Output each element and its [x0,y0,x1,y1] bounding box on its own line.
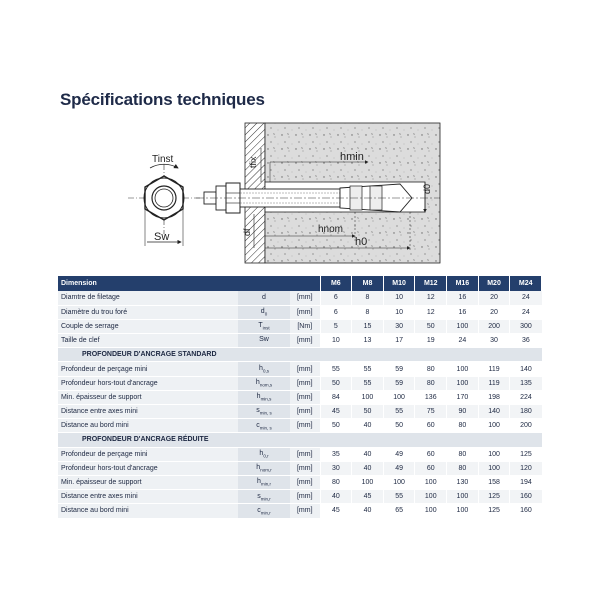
section-title: PROFONDEUR D'ANCRAGE RÉDUITE [58,433,542,447]
row-value: 45 [352,490,384,504]
table-row [58,305,542,319]
row-value: 100 [447,376,479,390]
row-unit: [mm] [290,475,320,489]
row-value: 8 [352,291,384,305]
row-unit: [mm] [290,419,320,433]
row-symbol [238,504,290,518]
row-value: 60 [415,419,447,433]
row-value: 8 [352,305,384,319]
page-title: Spécifications techniques [60,90,265,109]
symbol-main: c [257,506,261,514]
row-unit: [mm] [290,334,320,348]
row-value: 125 [478,490,510,504]
row-value: 170 [447,390,479,404]
symbol-main: h [256,464,261,472]
row-value: 158 [478,475,510,489]
row-value: 100 [478,447,510,461]
row-value: 84 [320,390,352,404]
row-value: 120 [510,461,542,475]
row-unit: [mm] [290,291,320,305]
row-value: 60 [415,447,447,461]
row-value: 16 [447,305,479,319]
row-label: Diamtre de filetage [58,291,238,305]
table-row [58,405,542,419]
symbol-subscript: 0,s [262,368,269,374]
row-value: 50 [320,376,352,390]
header-size: M16 [447,276,479,291]
row-value: 125 [510,447,542,461]
table-row [58,490,542,504]
symbol-main: s [257,492,261,500]
hnom-label: hnom [318,224,344,235]
row-symbol [238,376,290,390]
row-label: Profondeur de perçage mini [58,447,238,461]
row-value: 40 [352,419,384,433]
row-symbol [238,334,290,348]
row-value: 140 [478,405,510,419]
row-value: 194 [510,475,542,489]
row-value: 100 [447,319,479,333]
row-value: 49 [383,447,415,461]
h0-label: h0 [355,236,368,248]
symbol-subscript: min,r [260,510,271,516]
row-value: 136 [415,390,447,404]
header-size: M6 [320,276,352,291]
row-value: 49 [383,461,415,475]
row-value: 10 [383,291,415,305]
row-value: 45 [320,405,352,419]
row-value: 24 [510,291,542,305]
symbol-main: h [259,449,264,457]
row-value: 24 [510,305,542,319]
table-row [58,362,542,376]
row-value: 19 [415,334,447,348]
row-value: 300 [510,319,542,333]
row-value: 100 [447,362,479,376]
symbol-subscript: min,r [260,481,271,487]
row-label: Distance au bord mini [58,504,238,518]
section-title: PROFONDEUR D'ANCRAGE STANDARD [58,348,542,362]
table-row [58,390,542,404]
symbol-main: s [256,407,260,415]
row-unit: [Nm] [290,319,320,333]
row-value: 35 [320,447,352,461]
row-symbol [238,319,290,333]
row-symbol [238,490,290,504]
row-value: 60 [415,461,447,475]
symbol-main: h [256,393,261,401]
symbol-subscript: min,s [260,396,272,402]
row-value: 119 [478,376,510,390]
row-value: 12 [415,305,447,319]
row-value: 90 [447,405,479,419]
table-row [58,504,542,518]
row-value: 10 [320,334,352,348]
row-value: 40 [352,461,384,475]
row-unit: [mm] [290,490,320,504]
row-unit: [mm] [290,504,320,518]
row-symbol [238,447,290,461]
row-value: 100 [383,475,415,489]
row-value: 30 [320,461,352,475]
row-value: 160 [510,490,542,504]
row-label: Min. épaisseur de support [58,475,238,489]
row-label: Distance au bord mini [58,419,238,433]
anchor-technical-drawing [0,118,600,273]
row-value: 6 [320,291,352,305]
row-value: 55 [320,362,352,376]
row-unit: [mm] [290,461,320,475]
symbol-subscript: inst [262,325,270,331]
table-row [58,319,542,333]
row-value: 125 [478,504,510,518]
row-value: 200 [510,419,542,433]
row-label: Profondeur hors-tout d'ancrage [58,376,238,390]
row-value: 75 [415,405,447,419]
row-unit: [mm] [290,447,320,461]
row-value: 80 [415,376,447,390]
row-value: 100 [383,390,415,404]
row-label: Couple de serrage [58,319,238,333]
row-value: 80 [447,419,479,433]
header-size: M20 [478,276,510,291]
header-size: M24 [510,276,542,291]
row-value: 100 [447,490,479,504]
symbol-subscript: 0 [264,311,268,317]
row-value: 40 [320,490,352,504]
symbol-main: Sw [259,336,269,344]
row-value: 100 [415,475,447,489]
row-symbol [238,291,290,305]
row-unit: [mm] [290,405,320,419]
row-label: Distance entre axes mini [58,405,238,419]
row-label: Profondeur hors-tout d'ancrage [58,461,238,475]
row-symbol [238,461,290,475]
symbol-subscript: min, s [259,410,272,416]
row-value: 100 [478,419,510,433]
symbol-subscript: nom,r [260,467,272,473]
row-value: 100 [447,504,479,518]
row-value: 55 [352,362,384,376]
row-value: 15 [352,319,384,333]
row-value: 100 [478,461,510,475]
row-value: 30 [478,334,510,348]
hmin-label: hmin [340,151,364,163]
symbol-main: c [256,421,260,429]
header-size: M12 [415,276,447,291]
row-value: 12 [415,291,447,305]
row-value: 119 [478,362,510,376]
row-symbol [238,405,290,419]
tfix-label: tfix [248,156,258,168]
row-value: 59 [383,376,415,390]
header-size: M8 [352,276,384,291]
row-value: 140 [510,362,542,376]
row-value: 6 [320,305,352,319]
row-label: Taille de clef [58,334,238,348]
table-row [58,334,542,348]
row-unit: [mm] [290,390,320,404]
row-value: 180 [510,405,542,419]
symbol-subscript: nom,s [259,382,273,388]
section-header-row [58,348,542,362]
row-value: 50 [352,405,384,419]
sw-label: Sw [154,231,170,243]
row-unit: [mm] [290,376,320,390]
row-value: 200 [478,319,510,333]
row-label: Distance entre axes mini [58,490,238,504]
row-value: 100 [352,475,384,489]
row-value: 5 [320,319,352,333]
row-value: 224 [510,390,542,404]
row-value: 10 [383,305,415,319]
section-header-row [58,433,542,447]
tinst-label: Tinst [152,154,174,165]
row-symbol [238,305,290,319]
symbol-main: d [262,293,266,301]
row-value: 160 [510,504,542,518]
row-value: 80 [447,447,479,461]
table-row [58,447,542,461]
row-value: 130 [447,475,479,489]
row-symbol [238,419,290,433]
table-body [58,291,542,518]
row-value: 40 [352,447,384,461]
row-value: 20 [478,305,510,319]
row-value: 30 [383,319,415,333]
symbol-main: T [258,322,263,330]
row-value: 50 [320,419,352,433]
table-row [58,461,542,475]
row-symbol [238,390,290,404]
table-row [58,376,542,390]
row-symbol [238,362,290,376]
symbol-main: d [260,308,265,316]
symbol-subscript: min, s [259,424,272,430]
table-row [58,475,542,489]
row-value: 80 [320,475,352,489]
row-value: 20 [478,291,510,305]
row-value: 65 [383,504,415,518]
table-row [58,419,542,433]
row-value: 45 [320,504,352,518]
symbol-main: h [257,478,261,486]
row-value: 80 [415,362,447,376]
row-value: 36 [510,334,542,348]
symbol-main: h [259,364,263,372]
row-value: 50 [383,419,415,433]
row-value: 55 [352,376,384,390]
specifications-table [58,276,542,519]
row-value: 59 [383,362,415,376]
row-value: 198 [478,390,510,404]
row-value: 100 [415,490,447,504]
row-value: 55 [383,490,415,504]
row-symbol [238,475,290,489]
row-unit: [mm] [290,362,320,376]
symbol-subscript: 0,r [263,453,269,459]
table-row [58,291,542,305]
header-dimension: Dimension [58,276,320,291]
df-label: df [242,228,252,236]
row-value: 24 [447,334,479,348]
row-value: 16 [447,291,479,305]
row-unit: [mm] [290,305,320,319]
row-value: 100 [415,504,447,518]
row-value: 100 [352,390,384,404]
row-label: Min. épaisseur de support [58,390,238,404]
d0-label: d0 [422,183,432,194]
row-label: Diamètre du trou foré [58,305,238,319]
row-value: 17 [383,334,415,348]
row-value: 13 [352,334,384,348]
symbol-subscript: min,r [260,495,271,501]
row-value: 50 [415,319,447,333]
row-value: 135 [510,376,542,390]
row-value: 80 [447,461,479,475]
row-value: 40 [352,504,384,518]
table-header-row [58,276,542,291]
row-label: Profondeur de perçage mini [58,362,238,376]
header-size: M10 [383,276,415,291]
row-value: 55 [383,405,415,419]
symbol-main: h [255,379,260,387]
